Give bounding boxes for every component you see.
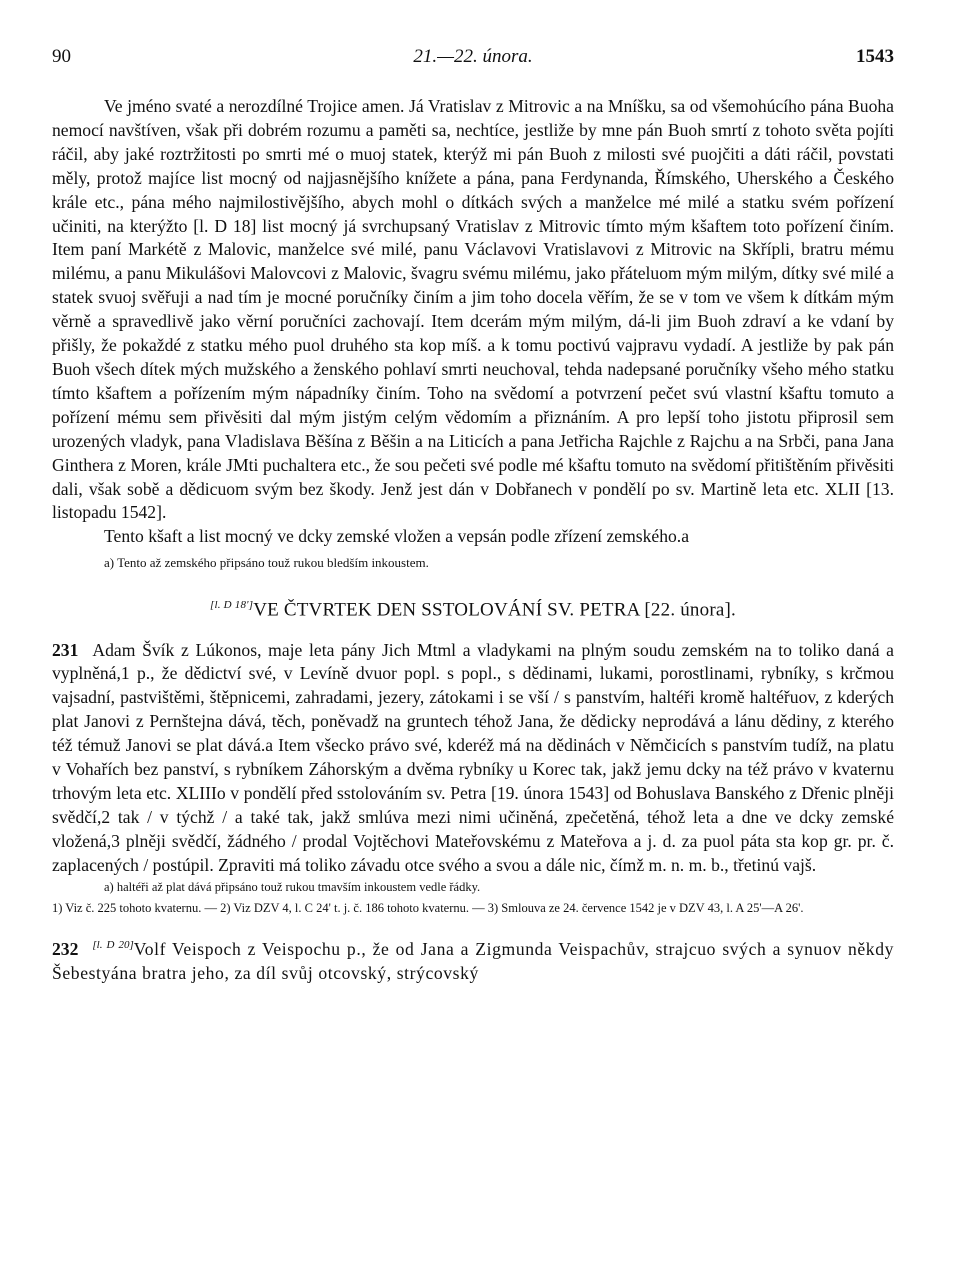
entry-231-note: a) haltéři až plat dává připsáno touž rukou tmavším inkoustem vedle řádky. (104, 879, 481, 894)
testament-text: Ve jméno svaté a nerozdílné Trojice amen. Já Vratislav z Mitrovic a na Mníšku, sa od všemohúcího pána Buoha nemocí navštíven, však při dobrém rozumu a paměti sa, nechtíce, jestliže by mne pán Buoh smrtí z tohoto světa pojíti ráčil, aby jaké roztržitosti po smrti mé o muoj statek, kterýž mi pán Buoh z milosti své puojčiti a dáti ráčil, povstati měly, protož majíce list mocný od najjasnějšího knížete a pána, pana Ferdynanda, Římského, Uherského a Českého krále etc., pána mého najmilostivějšího, abych mohl o dítkách svých a manželce mé milé a statku svém pořízení učiniti, na kterýžto [l. D 18] list mocný já svrchupsaný Vratislav z Mitrovic tímto mým kšaftem toto pořízení činím. Item paní Markétě z Malovic, manželce své milé, panu Václavovi Vratislavovi z Mitrovic na Skřípli, bratru mému milému, a panu Mikulášovi Malovcovi z Malovic, švagru svému milému, jako přáteluom mým milým, dítky své milé a statek svuoj svěřuji a nad tím je mocné poručníky činím a jim toho docela věřím, že se v tom ve všem k dítkám mým věrně a spravedlivě jako věrní poručníci zachovají. Item dcerám mým milým, dá-li jim Buoh zdraví a ke vdaní by přišly, že pokaždé z statku mého puol druhého sta kop míš. a k tomu poctivú vajpravu vydadí. A jestliže by pak pán Buoh všech dítek mých mužského a ženského pohlaví smrti neuchoval, tehda nadepsané poručníky všeho mého statku tímto kšaftem a pořízením mým nápadníky činím. Toho na svědomí a potvrzení pečet svú vlastní kšaftu tomuto a pořízení mému sem přivěsiti dal mým jistým celým vědomím a přiznáním. A pro lepší toho jistotu připrosil sem urozených vladyk, pana Vladislava Běšína z Běšin a na Liticích a pana Jetřicha Rajchle z Rajchu a na Srbči, pana Jana Ginthera z Moren, krále JMti puchaltera etc., že sou pečeti své podle mé kšaftu tomuto na svědomí přitištěním přivěsiti dali, však sobě a dědicuom svým bez škody. Jenž jest dán v Dobřanech v pondělí po sv. Martině leta etc. XLII [13. listopadu 1542]. (52, 96, 894, 523)
entry-number: 232 (52, 938, 79, 959)
running-header (52, 46, 894, 74)
entry-232-ref: [l. D 20] (92, 939, 134, 952)
entry-231-references: 1) Viz č. 225 tohoto kvaternu. — 2) Viz DZV 4, l. C 24' t. j. č. 186 tohoto kvaternu. — 3) Smlouva ze 24. července 1542 je v DZV 43, l. A 25'—A 26'. (52, 900, 804, 915)
header-year: 1543 (856, 46, 894, 67)
header-date: 21.—22. února. (413, 46, 533, 67)
entry-text: Volf Veispoch z Veispochu p., že od Jana a Zigmunda Veispachův, strajcuo svých a synuov někdy Šebestyána bratra jeho, za díl svůj otcovský, strýcovský (52, 938, 894, 983)
document-page (52, 46, 894, 985)
section-heading-title: VE ČTVRTEK DEN SSTOLOVÁNÍ SV. PETRA [22. února]. (253, 599, 736, 621)
section-heading-ref: [l. D 18'] (210, 599, 254, 612)
testament-closing: Tento kšaft a list mocný ve dcky zemské vložen a vepsán podle zřízení zemského.a (104, 526, 690, 547)
entry-number: 231 (52, 639, 79, 660)
entry-231 (52, 639, 894, 878)
section-heading (52, 599, 894, 621)
testament-note: a) Tento až zemského připsáno touž rukou bledším inkoustem. (104, 555, 429, 571)
testament-block (52, 95, 894, 549)
page-number: 90 (52, 46, 71, 67)
entry-text: Adam Švík z Lúkonos, maje leta pány Jich Mtml a vladykami na plným soudu zemském na to toliko daná a vyplněná,1 p., že dědictví své, v Levíně dvuor popl. s popl., s dědinami, lukami, porostlinami, rybníky, s krčmou vajsadní, pastvištěmi, štěpnicemi, zahradami, jezery, zátokami i se vší / s panstvím, haltéři kromě haltéřuov, z kderých plat Janovi z Pernštejna dává, těch, poněvadž na gruntech téhož Jana, že dědicky neprodává a lánu dědiny, z kterého též témuž Janovi se plat dává.a Item všecko právo své, kderéž má na dědinách v Němčicích s panstvím tudíž, na platu v Vohařích bez panství, s rybníkem Záhorským a dvěma rybníky u Korec tak, jakž jemu dcky na též právo v kvaternu trhovým leta etc. XLIIIo v pondělí před sstolováním sv. Petra [19. února 1543] od Bohuslava Banského z Dřenic plněji svědčí,2 tak / v týchž / a také tak, jakž smlúva mezi nimi učiněná, zpečetěná, téhož leta a dne ve dcky zemské vložená,3 plněji svědčí, žádného / prodal Vojtěchovi Mateřovskému z Mateřova a j. d. za puol páta sta kop gr. pr. č. zaplacených / postúpil. Zpraviti má toliko závadu otce svého a svou a dále nic, čímž m. n. m. b., třetinú vajš. (52, 639, 894, 875)
entry-232 (52, 933, 894, 985)
